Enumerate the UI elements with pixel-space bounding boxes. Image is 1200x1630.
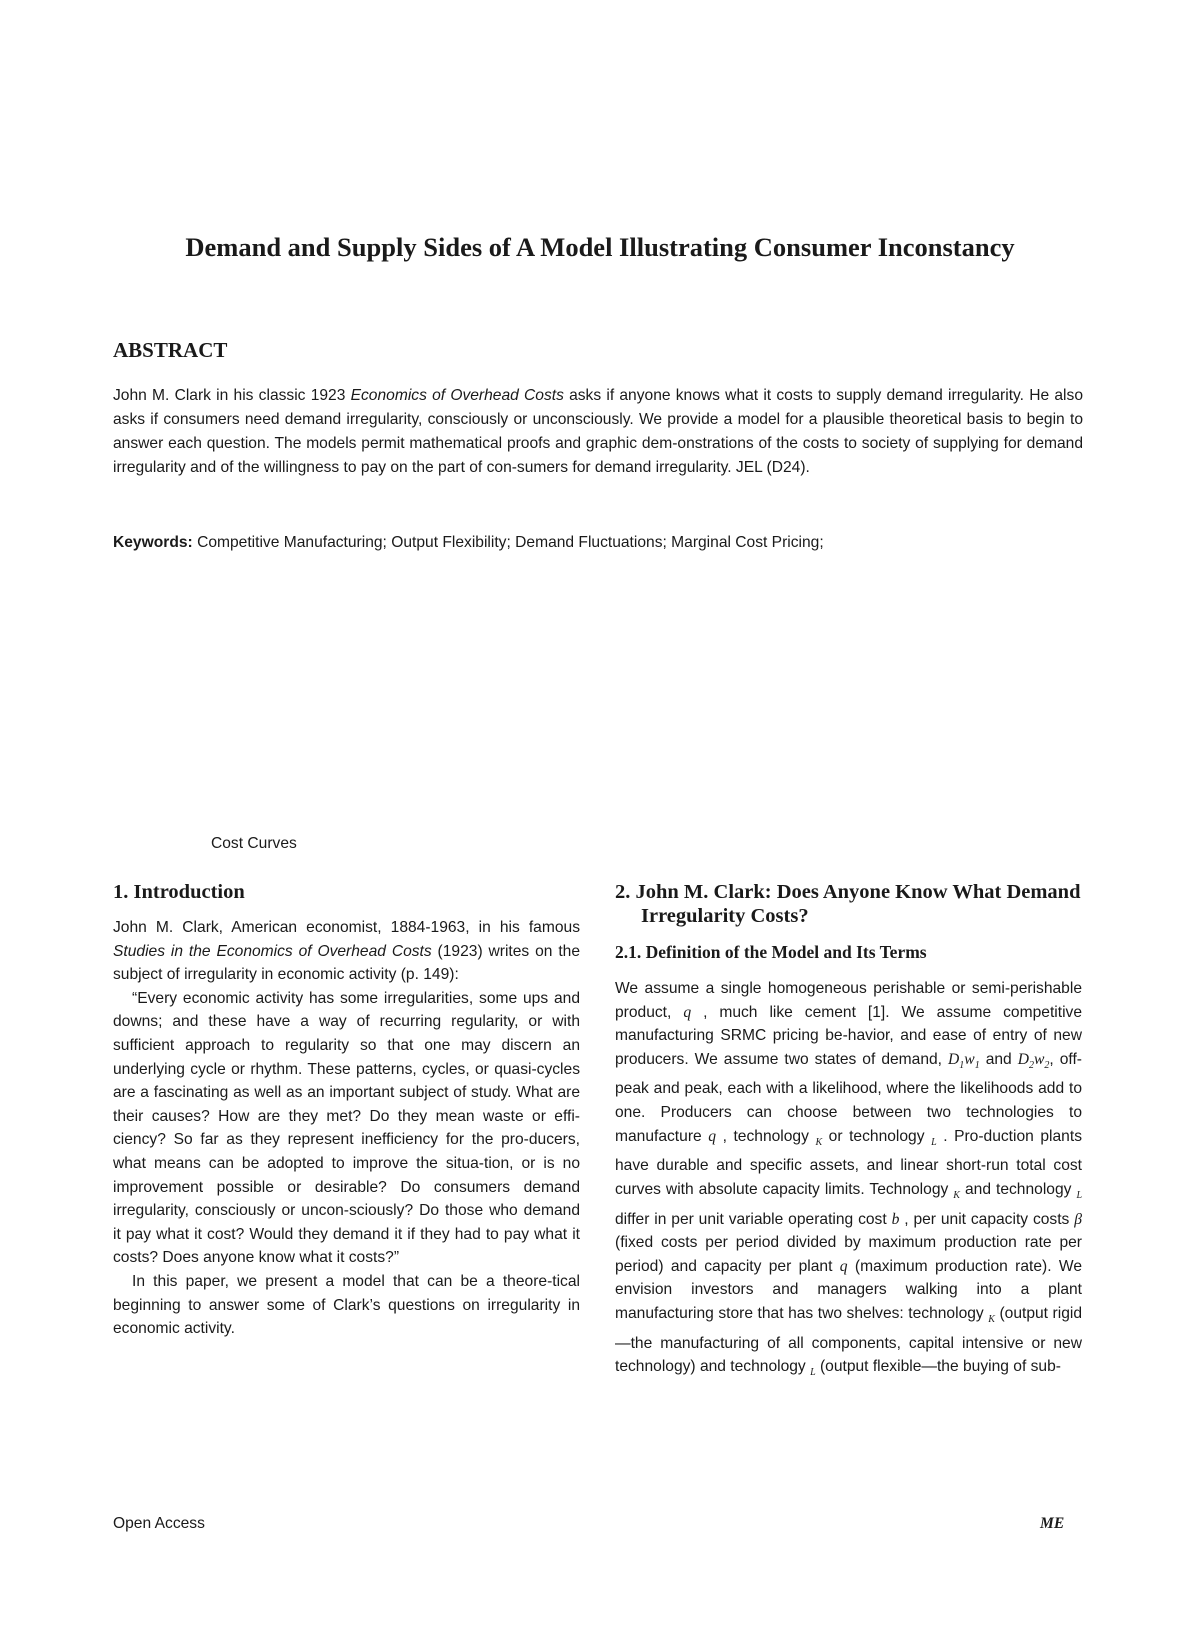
subscript: 2 [1044,1059,1050,1071]
model-text: and [959,1180,996,1198]
abstract-heading: ABSTRACT [113,338,228,362]
subscript-L: L [931,1136,937,1148]
subscript: 2 [1029,1059,1034,1071]
model-text: We assume a single homogeneous perishable or semi-perishable product, [615,980,1082,1021]
symbol-D1w1 [948,1050,980,1071]
abstract-book-title: Economics of Overhead Costs [350,387,564,404]
model-text: , off-peak and peak, each with a likelihood, where the likelihoods add to one. Producers can choose between two technologies to manufacture [615,1050,1082,1145]
symbol-w: w [964,1050,975,1068]
footer-open-access: Open Access [113,1515,205,1532]
right-column [615,880,1082,1385]
intro-text: John M. Clark, American economist, 1884-1963, in his famous [113,919,580,936]
symbol-q: q [683,1003,692,1021]
section-2-heading: 2. John M. Clark: Does Anyone Know What Demand Irregularity Costs? [615,881,1081,927]
model-text: differ in per unit variable operating cost [615,1210,892,1228]
section-2-1-heading: 2.1. Definition of the Model and Its Terms [615,942,927,962]
subscript-K: K [988,1314,995,1326]
model-text: (output flexible—the buying of sub- [815,1358,1061,1376]
section-1-heading: 1. Introduction [113,881,245,903]
model-text: and [979,1050,1018,1068]
symbol-D2w2 [1017,1050,1050,1071]
clark-quote: “Every economic activity has some irregularities, some ups and downs; and these have a way of recurring regularity, or with sufficient approach to regularity so that one may discern an underlying cycle or rhythm. These patterns, cycles, or quasi-cycles are a fascinating as well as an important subject of study. What are their causes? How are they met? Do they mean waste or effi-ciency? So far as they represent inefficiency for the pro-ducers, what means can be adopted to improve the situa-tion, or is no improvement possible or desirable? Do consumers demand irregularity, consciously or uncon-sciously? Do those who demand it pay what it cost? Would they demand it if they had to pay what it costs? Does anyone know what it costs?” [113,989,580,1267]
subscript-K: K [953,1190,960,1202]
subscript-L: L [810,1367,816,1379]
symbol-D: D [948,1050,960,1068]
subscript: 1 [974,1059,980,1071]
subscript-K: K [815,1136,823,1148]
keywords-text: Competitive Manufacturing; Output Flexibility; Demand Fluctuations; Marginal Cost Pricing; [192,534,824,551]
model-definition-paragraph [615,977,1082,1385]
model-text: or technology [822,1127,932,1145]
intro-paragraph-1 [113,916,580,987]
model-text: , technology [716,1127,816,1145]
intro-paragraph-3: In this paper, we present a model that can be a theore-tical beginning to answer some of Clark’s questions on irregularity in economic activity. [113,1272,580,1338]
model-text: , per unit capacity costs [899,1210,1075,1228]
model-text: , much like cement [1]. We assume competitive manufacturing SRMC pricing be-havior, and ease of entry of new producers. We assume two states of demand, [615,1003,1083,1068]
intro-book-title: Studies in the Economics of Overhead Costs [113,942,432,960]
model-text: (output rigid—the manufacturing of all components, capital intensive or new technology) and technology [615,1305,1082,1376]
abstract-text-part: asks if anyone knows what it costs to supply demand irregularity. He also asks if consumers need demand irregularity, consciously or unconsciously. We provide a model for a plausible theoretical basis to begin to answer each question. The models permit mathematical proofs and graphic dem-onstrations of the costs to society of supplying for demand irregularity and of the willingness to pay on the part of con-sumers for demand irregularity. JEL (D24). [113,387,1083,476]
symbol-w: w [1034,1050,1045,1068]
subscript-L: L [1076,1190,1082,1202]
model-text: (maximum production rate). We envision investors and managers walking into a plant manufacturing store that has two shelves: technology [615,1257,1082,1323]
symbol-q: q [839,1257,848,1275]
keywords-continuation: Cost Curves [211,835,297,852]
model-text: . Pro-duction plants have durable and specific assets, and linear short-run total cost curves with absolute capacity limits. Technology [615,1127,1082,1198]
intro-text: (1923) writes on the subject of irregularity in economic activity (p. 149): [113,942,580,984]
abstract-text-part: John M. Clark in his classic 1923 [113,387,351,404]
symbol-beta: β [1074,1210,1083,1228]
paper-title: Demand and Supply Sides of A Model Illustrating Consumer Inconstancy [185,232,1015,262]
footer-journal-abbrev: ME [1040,1515,1065,1532]
keywords-line [113,532,1093,554]
model-text: (fixed costs per period divided by maximum production rate per period) and capacity per plant [615,1234,1082,1275]
technology-word: technology [996,1180,1077,1198]
subscript: 1 [959,1059,965,1071]
left-column [113,880,580,1341]
symbol-D: D [1017,1050,1029,1068]
symbol-q: q [708,1127,717,1145]
symbol-b: b [891,1210,900,1228]
keywords-label: Keywords: [113,534,193,551]
abstract-text [113,384,1083,480]
